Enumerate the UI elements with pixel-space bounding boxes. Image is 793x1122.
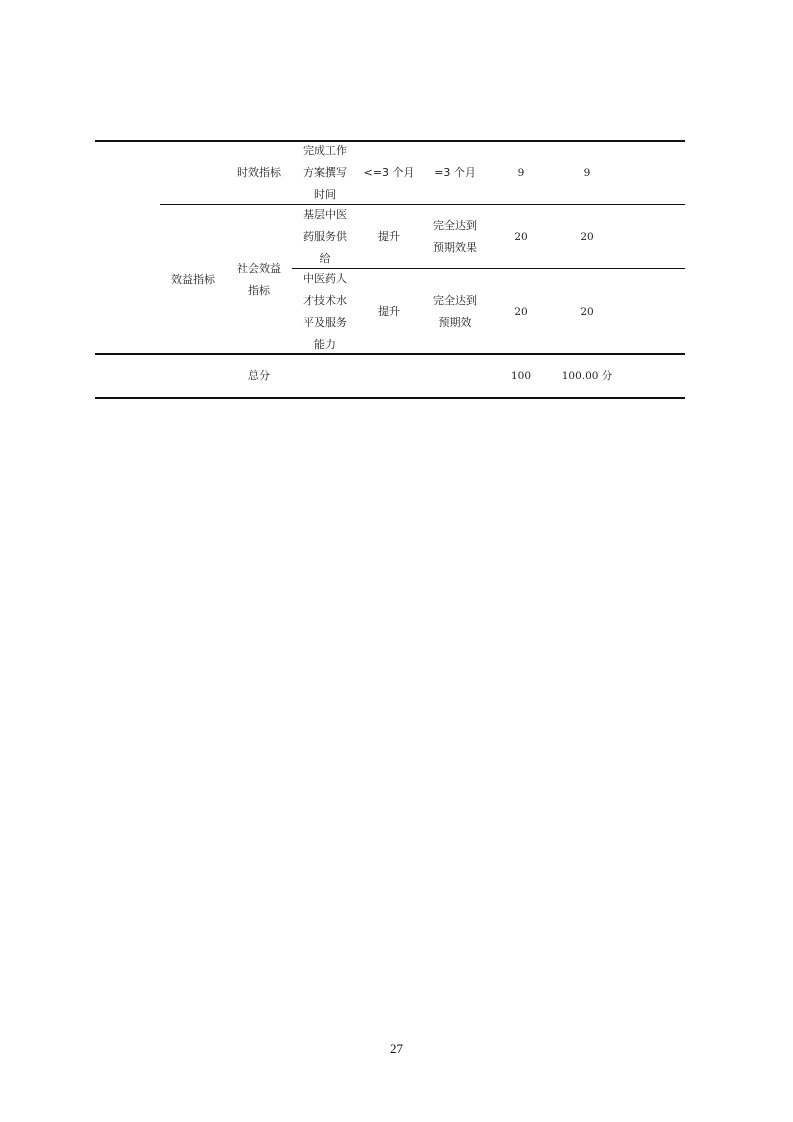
page-number: 27 bbox=[390, 1041, 403, 1056]
benefit-level1-cell: 效益指标 bbox=[171, 272, 215, 286]
talent-actual-cell: 完全达到预期效 bbox=[433, 293, 477, 329]
timeliness-score-cell: 9 bbox=[583, 167, 591, 179]
timeliness-target-cell: <=3 个月 bbox=[363, 166, 415, 179]
service-supply-weight-cell: 20 bbox=[514, 231, 528, 243]
talent-weight-cell: 20 bbox=[514, 305, 528, 318]
benefit-level2-cell: 社会效益指标 bbox=[237, 261, 281, 297]
timeliness-level2-cell: 时效指标 bbox=[237, 166, 281, 179]
talent-level3-cell: 中医药人才技术水平及服务能力 bbox=[303, 271, 347, 351]
talent-score-cell: 20 bbox=[580, 305, 594, 318]
total-label-cell: 总分 bbox=[248, 369, 270, 382]
total-weight-cell: 100 bbox=[510, 370, 532, 382]
service-supply-target-cell: 提升 bbox=[378, 230, 400, 243]
service-supply-actual-cell: 完全达到预期效果 bbox=[433, 219, 477, 254]
timeliness-actual-cell: =3 个月 bbox=[434, 166, 476, 179]
timeliness-level3-cell: 完成工作方案撰写时间 bbox=[303, 144, 347, 201]
table-bottom-border bbox=[95, 397, 685, 399]
timeliness-weight-cell: 9 bbox=[517, 167, 525, 179]
benefit-group-top-border bbox=[160, 204, 685, 205]
talent-row-top-border bbox=[292, 268, 685, 269]
talent-target-cell: 提升 bbox=[378, 304, 400, 318]
service-supply-score-cell: 20 bbox=[580, 231, 594, 243]
total-score-cell: 100.00 分 bbox=[561, 370, 613, 382]
service-supply-level3-cell: 基层中医药服务供给 bbox=[303, 208, 347, 265]
